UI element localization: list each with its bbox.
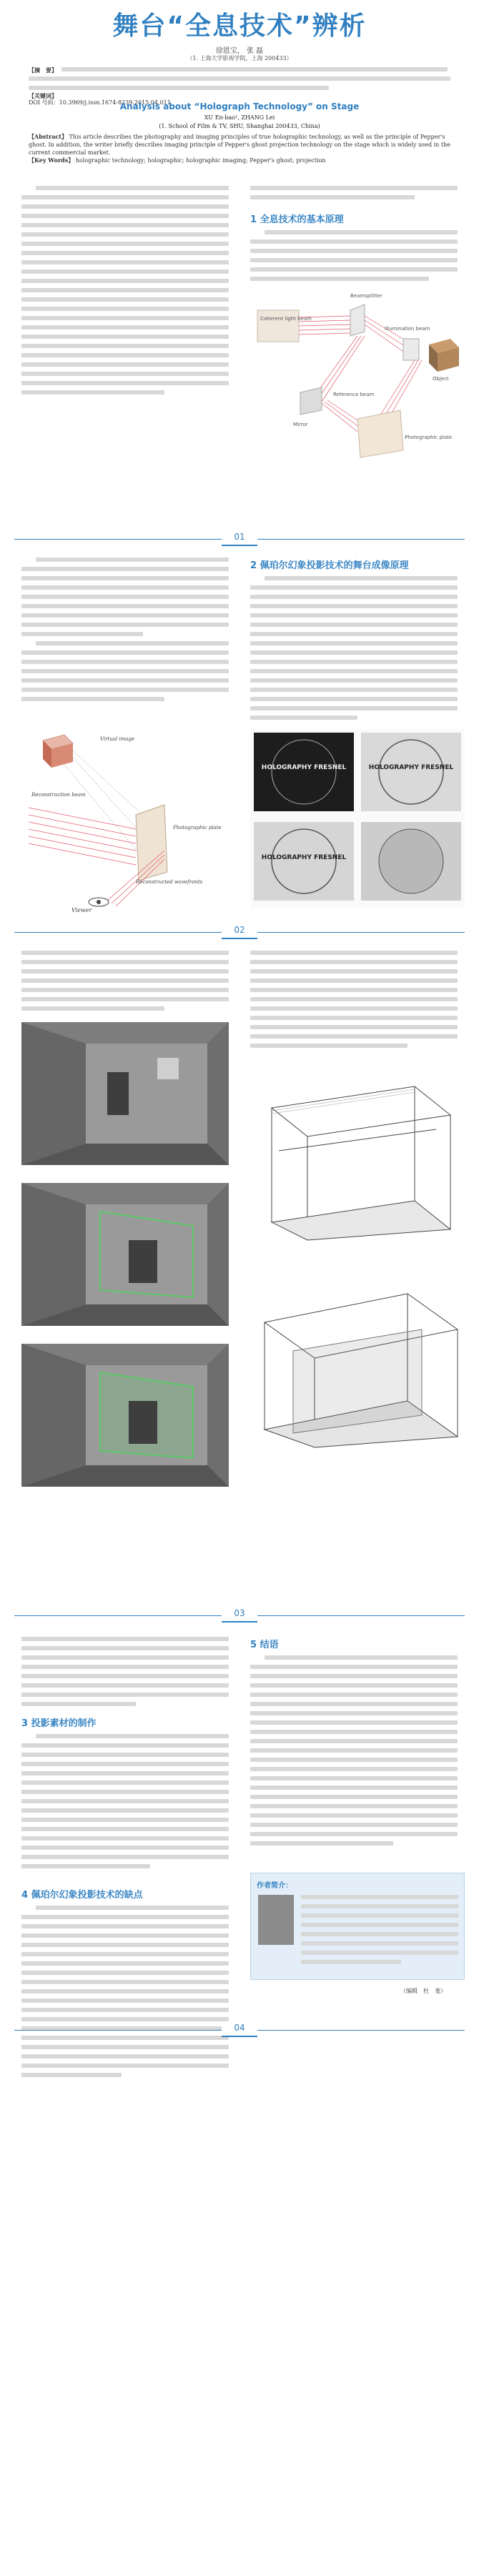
- page-marker-1: [0, 532, 479, 546]
- abstract-text-lines: [29, 67, 450, 95]
- viewer-label: Viewer: [71, 907, 92, 913]
- section-4-heading: 4 佩珀尔幻象投影技术的缺点: [21, 1890, 143, 1901]
- panel-c: [254, 822, 354, 901]
- figure-1-diagram: [250, 289, 465, 460]
- photographic-plate-shape: [357, 410, 403, 457]
- figure-1-recording: [250, 289, 465, 460]
- author-bio-label: 作者简介：: [257, 1882, 292, 1890]
- wavefront-label: Reconstructed wavefronts: [136, 879, 203, 885]
- page-number-3: 03: [222, 1608, 257, 1623]
- figure-7-truss-stage: [250, 1065, 465, 1244]
- page-number-4: 04: [222, 2023, 257, 2037]
- body-text-section1: [250, 230, 458, 286]
- english-authors: XU En-bao¹, ZHANG Lei: [204, 114, 275, 121]
- plate-label-2: Photographic plate: [173, 825, 222, 831]
- section-3-heading: 3 投影素材的制作: [21, 1718, 97, 1729]
- beamsplitter-label: Beamsplitter: [350, 293, 382, 299]
- figure-3-holography-photos: [250, 729, 465, 908]
- affiliation: （1. 上海大学影视学院，上海 200433）: [187, 55, 292, 61]
- object-cube: [429, 339, 459, 372]
- editor-credit: （编辑 杜 斐）: [400, 1988, 446, 1994]
- author-bio-text: [301, 1895, 458, 1969]
- page-marker-3: [0, 1608, 479, 1623]
- body-text-col1-p1: [21, 186, 229, 400]
- plate-label: Photographic plate: [405, 435, 453, 440]
- figure-2-reconstruction: [21, 722, 229, 915]
- body-text-section3: [21, 1734, 229, 1873]
- panel-b-text: HOLOGRAPHY FRESNEL: [368, 764, 454, 771]
- english-abstract: [29, 133, 450, 164]
- english-keywords-text: holographic technology; holographic; holographic imaging; Pepper's ghost; projection: [75, 157, 326, 164]
- panel-a: [254, 733, 354, 811]
- english-affiliation: (1. School of Film & TV, SHU, Shanghai 200433, China): [159, 123, 320, 129]
- panel-c-text: HOLOGRAPHY FRESNEL: [261, 854, 347, 861]
- page-number-2: 02: [222, 925, 257, 939]
- doi: DOI 号码：10.3969/j.issn.1674-8239.2015.04.011: [29, 99, 171, 106]
- beamsplitter-shape: [350, 304, 365, 336]
- body-text-col2-intro: [250, 186, 458, 204]
- virtual-image-cube: [43, 735, 73, 768]
- coherent-light-label: Coherent light beam: [260, 316, 312, 322]
- panel-b: [361, 733, 461, 811]
- paper-title: 舞台“全息技术”辨析: [112, 11, 367, 41]
- chinese-abstract: [29, 66, 450, 106]
- reference-beam-label: Reference beam: [333, 392, 375, 397]
- body-text-col1-p3: [21, 951, 229, 1016]
- panel-d: [361, 822, 461, 901]
- body-text-col1-p4: [21, 1637, 229, 1711]
- object-label: Object: [433, 376, 449, 382]
- authors: 徐恩宝， 张 磊: [215, 47, 264, 55]
- figure-2-diagram: [21, 722, 229, 915]
- keywords-label: 【关键词】: [29, 92, 57, 99]
- page-marker-2: [0, 925, 479, 939]
- english-title: Analysis about “Holograph Technology” on Stage: [119, 101, 360, 112]
- illumination-label: Illumination beam: [385, 326, 430, 332]
- figure-8-truss-stage: [250, 1272, 465, 1451]
- reconstruction-beam-label: Reconstruction beam: [31, 792, 86, 798]
- page-marker-4: [0, 2023, 479, 2037]
- room-render-1: [21, 1022, 229, 1165]
- body-text-section5: [250, 1655, 458, 1851]
- english-abstract-label: 【Abstract】: [29, 133, 67, 140]
- room-render-3: [21, 1344, 229, 1487]
- panel-a-text: HOLOGRAPHY FRESNEL: [261, 764, 347, 771]
- author-photo: [258, 1895, 294, 1945]
- author-bio-box: [250, 1873, 465, 1980]
- body-text-col1-p2: [21, 558, 229, 706]
- illumination-lens: [403, 339, 419, 360]
- figure-4-room-render: [21, 1022, 229, 1165]
- truss-diagram-2: [250, 1272, 465, 1451]
- figure-3-panels: [250, 729, 465, 908]
- english-abstract-text: This article describes the photography and imaging principles of true holographic technology, as well as the principle of Pepper's ghost. In addition, the writer briefly describes imaging principle of Pepper's ghost projection technology on the stage which is widely used in the current commercial market.: [29, 134, 450, 156]
- section-5-heading: 5 结语: [250, 1640, 279, 1650]
- body-text-section2: [250, 576, 458, 725]
- virtual-image-label: Virtual image: [100, 736, 135, 742]
- truss-diagram-1: [250, 1065, 465, 1244]
- abstract-label: 【摘 要】: [29, 66, 57, 74]
- section-2-heading: 2 佩珀尔幻象投影技术的舞台成像原理: [250, 560, 409, 571]
- english-keywords-label: 【Key Words】: [29, 157, 74, 164]
- mirror-label: Mirror: [293, 422, 308, 427]
- viewer-pupil-icon: [97, 900, 101, 904]
- body-text-section4: [21, 1906, 229, 2082]
- body-text-col2-p3: [250, 951, 458, 1053]
- page-number-1: 01: [222, 532, 257, 546]
- figure-5-room-render: [21, 1183, 229, 1326]
- section-1-heading: 1 全息技术的基本原理: [250, 214, 344, 225]
- photographic-plate-2: [136, 805, 167, 881]
- figure-6-room-render: [21, 1344, 229, 1487]
- room-render-2: [21, 1183, 229, 1326]
- mirror-shape: [300, 387, 322, 415]
